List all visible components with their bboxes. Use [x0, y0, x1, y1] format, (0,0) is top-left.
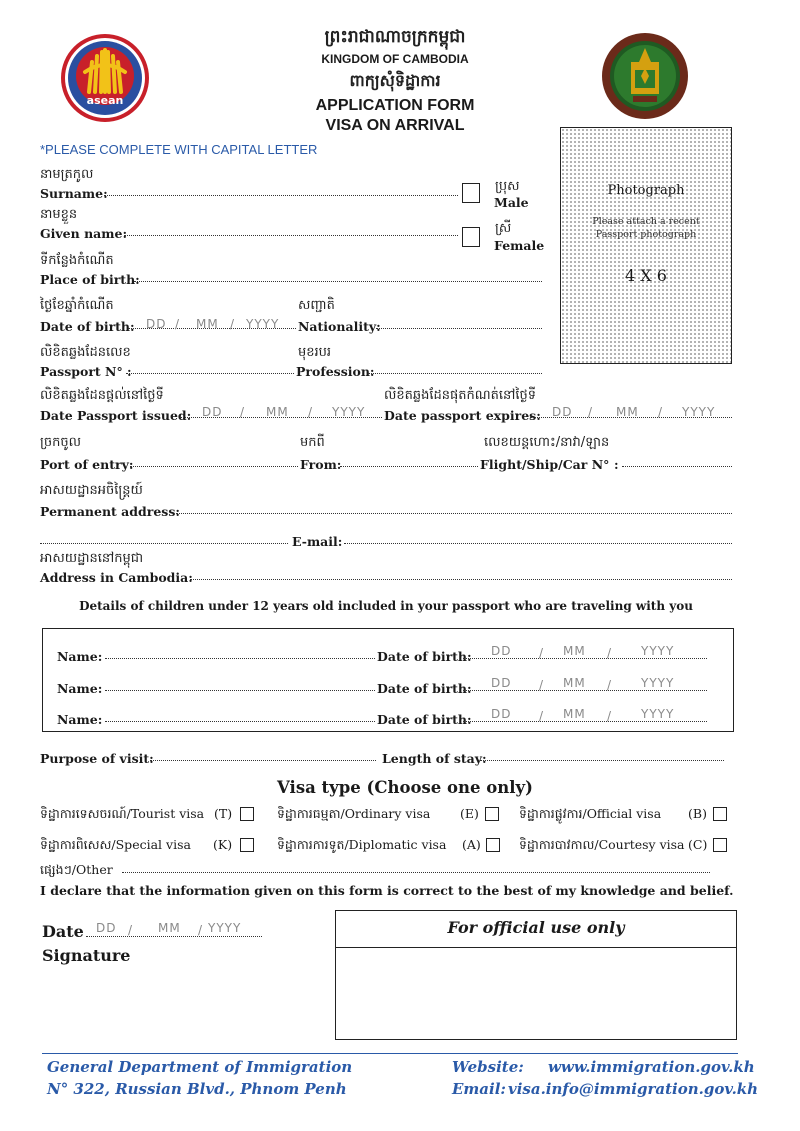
given-name-field[interactable]: [124, 234, 458, 236]
children-heading: Details of children under 12 years old included in your passport who are traveling with you: [79, 599, 693, 613]
length-label: Length of stay:: [382, 751, 487, 766]
child-name-field-2[interactable]: [105, 689, 375, 691]
visa-option-diplomatic: ទិដ្ឋាការការទូត/Diplomatic visa: [277, 837, 447, 852]
perm-label-khmer: អាសយដ្ឋានអចិន្ត្រៃយ៍: [40, 483, 143, 498]
child-sep-1a: /: [539, 646, 545, 660]
female-checkbox[interactable]: [462, 227, 480, 247]
footer-website-label: Website:: [452, 1058, 524, 1076]
visa-option-official: ទិដ្ឋាការផ្លូវការ/Official visa: [519, 806, 662, 821]
child-dd-hint-3: DD: [491, 707, 512, 721]
child-mm-hint-2: MM: [563, 676, 586, 690]
male-checkbox[interactable]: [462, 183, 480, 203]
child-dd-hint-1: DD: [491, 644, 512, 658]
visa-option-other: ផ្សេងៗ/Other: [40, 862, 113, 877]
official-use-divider: [336, 947, 736, 948]
sign-date-label: Date: [42, 922, 84, 941]
nationality-field[interactable]: [376, 327, 542, 329]
pob-label-khmer: ទីកន្លែងកំណើត: [40, 253, 114, 268]
footer-dept: General Department of Immigration: [47, 1058, 353, 1076]
photo-note-1: Please attach a recent: [592, 216, 700, 227]
child-mm-hint-1: MM: [563, 644, 586, 658]
visa-code-official: (B): [688, 806, 707, 821]
visa-code-diplomatic: (A): [462, 837, 481, 852]
length-of-stay-field[interactable]: [480, 759, 724, 761]
footer-email-label: Email:: [452, 1080, 506, 1098]
dob-label: Date of birth:: [40, 319, 135, 334]
flight-number-field[interactable]: [622, 465, 732, 467]
child-dob-label-1: Date of birth:: [377, 649, 472, 664]
visa-heading: Visa type (Choose one only): [277, 778, 533, 797]
flight-label: Flight/Ship/Car N°: [480, 457, 610, 472]
child-dob-label-2: Date of birth:: [377, 681, 472, 696]
dob-yyyy-hint: YYYY: [246, 317, 280, 331]
footer-address: N° 322, Russian Blvd., Phnom Penh: [47, 1080, 347, 1098]
header-form-khmer: ពាក្យសុំទិដ្ឋាការ: [349, 71, 441, 90]
visa-code-tourist: (T): [214, 806, 233, 821]
issued-label: Date Passport issued:: [40, 408, 192, 423]
nationality-label: Nationality:: [298, 319, 381, 334]
port-of-entry-field[interactable]: [130, 465, 298, 467]
sign-mm-hint: MM: [158, 921, 181, 935]
sign-dd-hint: DD: [96, 921, 117, 935]
surname-field[interactable]: [104, 194, 458, 196]
child-yyyy-hint-2: YYYY: [641, 676, 675, 690]
child-dob-label-3: Date of birth:: [377, 712, 472, 727]
child-sep-2b: /: [607, 678, 613, 692]
given-label: Given name:: [40, 226, 128, 241]
dob-label-khmer: ថ្ងៃខែឆ្នាំកំណើត: [40, 298, 114, 313]
surname-label: Surname:: [40, 186, 108, 201]
purpose-label: Purpose of visit:: [40, 751, 154, 766]
photo-note-2: Passport photograph: [595, 229, 697, 240]
pob-label: Place of birth:: [40, 272, 140, 287]
form-subtitle: VISA ON ARRIVAL: [325, 117, 465, 134]
addr-label: Address in Cambodia:: [40, 570, 193, 585]
child-name-field-1[interactable]: [105, 657, 375, 659]
passport-label: Passport N° :: [40, 364, 132, 379]
visa-checkbox-courtesy[interactable]: [713, 838, 727, 852]
sign-date-field[interactable]: [86, 935, 262, 937]
profession-label-khmer: មុខរបរ: [298, 345, 332, 360]
expires-sep-2: /: [658, 405, 664, 419]
issued-mm-hint: MM: [266, 405, 289, 419]
given-label-khmer: នាមខ្លួន: [40, 207, 78, 222]
child-dd-hint-2: DD: [491, 676, 512, 690]
child-yyyy-hint-3: YYYY: [641, 707, 675, 721]
from-label-khmer: មកពី: [300, 435, 325, 450]
expires-label: Date passport expires:: [384, 408, 541, 423]
photo-size: 4 X 6: [625, 266, 667, 285]
issued-label-khmer: លិខិតឆ្លងដែនផ្តល់នៅថ្ងៃទី: [40, 388, 164, 403]
issued-dd-hint: DD: [202, 405, 223, 419]
child-sep-1b: /: [607, 646, 613, 660]
nationality-label-khmer: សញ្ជាតិ: [298, 298, 335, 313]
passport-label-khmer: លិខិតឆ្លងដែនលេខ: [40, 345, 131, 360]
visa-option-courtesy: ទិដ្ឋាការបាវកាល/Courtesy visa: [519, 837, 685, 852]
asean-logo-text: asean: [86, 94, 124, 107]
visa-code-ordinary: (E): [460, 806, 479, 821]
flight-label-khmer: លេខយន្តហោះ/នាវា/ឡាន: [484, 435, 610, 450]
permanent-address-line-2[interactable]: [40, 542, 288, 544]
children-box: [42, 628, 734, 732]
visa-option-tourist: ទិដ្ឋាការទេសចរណ៍/Tourist visa: [40, 806, 205, 821]
child-sep-2a: /: [539, 678, 545, 692]
photo-box[interactable]: [560, 127, 732, 364]
visa-checkbox-official[interactable]: [713, 807, 727, 821]
male-label: Male: [494, 195, 529, 210]
immigration-seal: [601, 32, 689, 120]
dob-sep-1: /: [175, 317, 181, 331]
declaration-text: I declare that the information given on this form is correct to the best of my knowledge and belief.: [40, 883, 734, 898]
female-label-khmer: ស្រី: [495, 221, 512, 236]
perm-label: Permanent address:: [40, 504, 180, 519]
passport-number-field[interactable]: [126, 372, 294, 374]
dob-dd-hint: DD: [146, 317, 167, 331]
place-of-birth-field[interactable]: [134, 280, 542, 282]
footer-divider: [42, 1053, 738, 1054]
addr-label-khmer: អាសយដ្ឋាននៅកម្ពុជា: [40, 551, 144, 566]
issued-sep-2: /: [308, 405, 314, 419]
header-title-khmer: ព្រះរាជាណាចក្រកម្ពុជា: [324, 27, 466, 47]
expires-label-khmer: លិខិតឆ្លងដែនផុតកំណត់នៅថ្ងៃទី: [384, 388, 537, 403]
expires-dd-hint: DD: [552, 405, 573, 419]
asean-logo: [59, 32, 151, 124]
form-title: APPLICATION FORM: [315, 97, 475, 114]
official-use-box: [335, 910, 737, 1040]
child-yyyy-hint-1: YYYY: [641, 644, 675, 658]
child-sep-3a: /: [539, 709, 545, 723]
sign-sep-1: /: [128, 923, 134, 937]
flight-colon: :: [614, 457, 619, 472]
child-name-label-2: Name:: [57, 681, 103, 696]
visa-checkbox-tourist[interactable]: [240, 807, 254, 821]
visa-checkbox-special[interactable]: [240, 838, 254, 852]
expires-sep-1: /: [588, 405, 594, 419]
email-field[interactable]: [344, 542, 732, 544]
child-name-label-3: Name:: [57, 712, 103, 727]
photo-title: Photograph: [607, 183, 685, 198]
from-field[interactable]: [340, 465, 478, 467]
footer-email-link[interactable]: visa.info@immigration.gov.kh: [508, 1080, 759, 1098]
dob-sep-2: /: [230, 317, 236, 331]
issued-yyyy-hint: YYYY: [332, 405, 366, 419]
visa-option-ordinary: ទិដ្ឋាការធម្មតា/Ordinary visa: [277, 806, 431, 821]
child-mm-hint-3: MM: [563, 707, 586, 721]
footer-website-link[interactable]: www.immigration.gov.kh: [548, 1058, 755, 1076]
address-cambodia-field[interactable]: [190, 578, 732, 580]
visa-code-courtesy: (C): [688, 837, 708, 852]
profession-label: Profession:: [296, 364, 375, 379]
sign-sep-2: /: [198, 923, 204, 937]
port-label: Port of entry:: [40, 457, 134, 472]
expires-mm-hint: MM: [616, 405, 639, 419]
child-name-field-3[interactable]: [105, 720, 375, 722]
signature-label: Signature: [42, 946, 131, 965]
profession-field[interactable]: [368, 372, 542, 374]
visa-checkbox-ordinary[interactable]: [485, 807, 499, 821]
visa-option-special: ទិដ្ឋាការពិសេស/Special visa: [40, 837, 191, 852]
permanent-address-field[interactable]: [176, 512, 732, 514]
issued-sep-1: /: [240, 405, 246, 419]
child-sep-3b: /: [607, 709, 613, 723]
header-country: KINGDOM OF CAMBODIA: [321, 52, 469, 66]
visa-checkbox-diplomatic[interactable]: [486, 838, 500, 852]
visa-other-field[interactable]: [122, 871, 710, 873]
dob-mm-hint: MM: [196, 317, 219, 331]
port-label-khmer: ច្រកចូល: [40, 435, 82, 450]
expires-yyyy-hint: YYYY: [682, 405, 716, 419]
sign-yyyy-hint: YYYY: [208, 921, 242, 935]
visa-code-special: (K): [213, 837, 233, 852]
female-label: Female: [494, 238, 545, 253]
surname-label-khmer: នាមត្រកូល: [40, 167, 94, 182]
purpose-field[interactable]: [150, 759, 376, 761]
child-name-label-1: Name:: [57, 649, 103, 664]
official-use-title: For official use only: [447, 918, 625, 937]
from-label: From:: [300, 457, 342, 472]
instruction-text: *PLEASE COMPLETE WITH CAPITAL LETTER: [40, 142, 318, 157]
email-label: E-mail:: [292, 534, 343, 549]
male-label-khmer: ប្រុស: [495, 179, 520, 194]
